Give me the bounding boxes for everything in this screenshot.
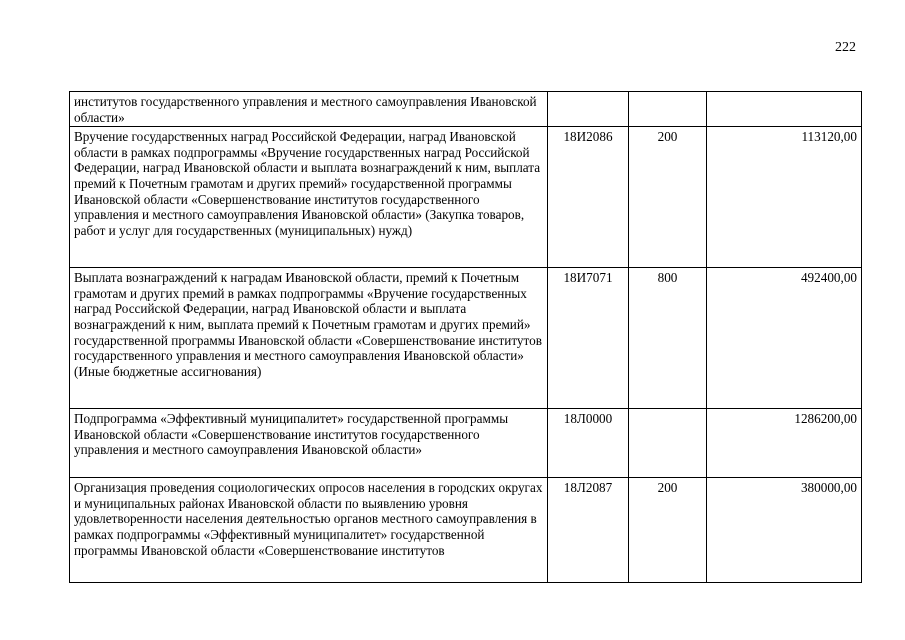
row-amount: 492400,00 [707,268,862,409]
table-row [70,92,862,127]
row-expense-type: 200 [629,478,707,583]
budget-table [69,91,862,583]
row-amount: 113120,00 [707,127,862,268]
table-row [70,478,862,583]
row-description: Подпрограмма «Эффективный муниципалитет» государственной программы Ивановской области «Совершенствование институтов государственного управления и местного самоуправления Ивановской области» [70,409,548,478]
row-expense-type: 800 [629,268,707,409]
table-row [70,268,862,409]
row-target-code [548,92,629,127]
page-number: 222 [835,40,856,55]
row-target-code: 18И2086 [548,127,629,268]
row-expense-type [629,92,707,127]
row-amount: 1286200,00 [707,409,862,478]
row-target-code: 18Л2087 [548,478,629,583]
row-amount [707,92,862,127]
row-description: Выплата вознаграждений к наградам Ивановской области, премий к Почетным грамотам и других премий в рамках подпрограммы «Вручение государственных наград Российской Федерации, наград Ивановской области и выплата вознаграждений к ним, выплата премий к Почетным грамотам и других премий» государственной программы Ивановской области «Совершенствование институтов государственного управления и местного самоуправления Ивановской области» (Иные бюджетные ассигнования) [70,268,548,409]
row-description: Вручение государственных наград Российской Федерации, наград Ивановской области в рамках подпрограммы «Вручение государственных наград Российской Федерации, наград Ивановской области и выплата вознаграждений к ним, выплата премий к Почетным грамотам и других премий» государственной программы Ивановской области «Совершенствование институтов государственного управления и местного самоуправления Ивановской области» (Закупка товаров, работ и услуг для государственных (муниципальных) нужд) [70,127,548,268]
table-row [70,127,862,268]
row-expense-type: 200 [629,127,707,268]
row-target-code: 18И7071 [548,268,629,409]
row-target-code: 18Л0000 [548,409,629,478]
row-description: Организация проведения социологических опросов населения в городских округах и муниципальных районах Ивановской области по выявлению уровня удовлетворенности населения деятельностью органов местного самоуправления в рамках подпрограммы «Эффективный муниципалитет» государственной программы Ивановской области «Совершенствование институтов [70,478,548,583]
row-description: институтов государственного управления и местного самоуправления Ивановской области» [70,92,548,127]
row-expense-type [629,409,707,478]
row-amount: 380000,00 [707,478,862,583]
table-row [70,409,862,478]
